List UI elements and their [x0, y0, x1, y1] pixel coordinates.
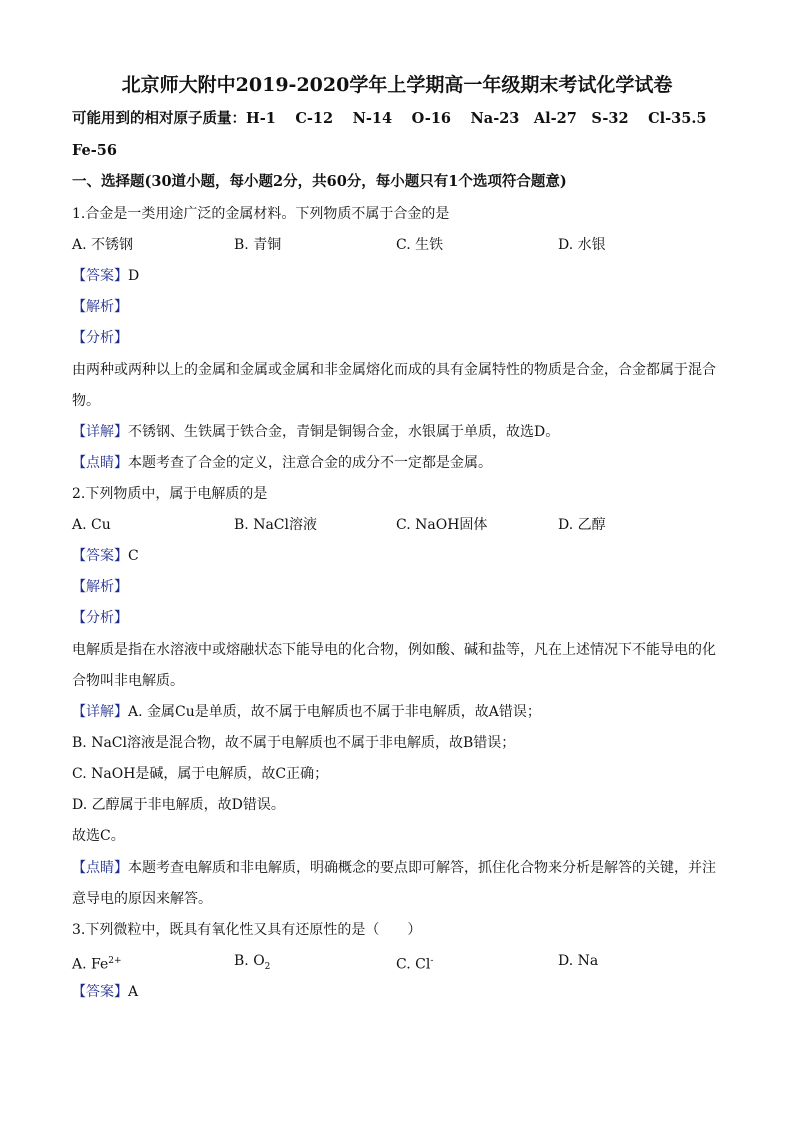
q2-detail-c: C. NaOH是碱，属于电解质，故C正确；	[72, 766, 329, 782]
detail-tag: 【详解】	[72, 424, 128, 440]
atomic-masses-line2: Fe-56	[72, 142, 117, 159]
answer-tag: 【答案】	[72, 268, 128, 284]
q1-option-c: C. 生铁	[396, 237, 444, 253]
q2-detail-a-text: A. 金属Cu是单质，故不属于电解质也不属于非电解质，故A错误；	[128, 704, 541, 720]
q3-answer-value: A	[128, 984, 139, 1000]
q1-option-b: B. 青铜	[234, 237, 282, 253]
q2-stem: 2.下列物质中，属于电解质的是	[72, 486, 268, 502]
q1-option-d: D. 水银	[558, 237, 606, 253]
page-title: 北京师大附中2019-2020学年上学期高一年级期末考试化学试卷	[121, 74, 673, 96]
q3-answer	[72, 983, 138, 1001]
q2-comment-line1	[72, 859, 716, 877]
q2-detail-b: B. NaCl溶液是混合物，故不属于电解质也不属于非电解质，故B错误；	[72, 735, 516, 751]
q2-option-d: D. 乙醇	[558, 517, 606, 533]
q2-option-a: A. Cu	[72, 517, 111, 533]
q2-fenxi-tag: 【分析】	[72, 610, 128, 626]
q2-detail-d: D. 乙醇属于非电解质，故D错误。	[72, 797, 285, 813]
q2-fenxi-line1: 电解质是指在水溶液中或熔融状态下能导电的化合物，例如酸、碱和盐等，凡在上述情况下不能导电的化	[72, 642, 716, 658]
q2-answer-value: C	[128, 548, 139, 564]
q1-analysis-tag: 【解析】	[72, 299, 128, 315]
q1-comment-text: 本题考查了合金的定义，注意合金的成分不一定都是金属。	[128, 455, 492, 471]
q1-detail	[72, 423, 559, 441]
q3-option-c-text: C. Cl	[396, 956, 431, 973]
q3-option-c	[396, 952, 433, 974]
q2-fenxi-line2: 合物叫非电解质。	[72, 673, 184, 689]
q2-comment-text: 本题考查电解质和非电解质，明确概念的要点即可解答，抓住化合物来分析是解答的关键，并注	[128, 860, 716, 876]
q1-comment	[72, 454, 492, 472]
q3-option-c-charge: -	[430, 956, 434, 966]
comment-tag: 【点睛】	[72, 455, 128, 471]
q1-fenxi-line1: 由两种或两种以上的金属和金属或金属和非金属熔化而成的具有金属特性的物质是合金，合金都属于混合	[72, 362, 716, 378]
q2-option-b: B. NaCl溶液	[234, 517, 317, 533]
q3-option-a	[72, 952, 122, 974]
atomic-masses-line1: 可能用到的相对原子质量：H-1 C-12 N-14 O-16 Na-23 Al-27 S-32 Cl-35.5	[72, 110, 707, 127]
answer-tag: 【答案】	[72, 548, 128, 564]
q3-option-b	[234, 952, 270, 976]
q2-conclusion: 故选C。	[72, 828, 125, 844]
detail-tag: 【详解】	[72, 704, 128, 720]
q1-fenxi-line2: 物。	[72, 393, 100, 409]
q1-detail-text: 不锈钢、生铁属于铁合金，青铜是铜锡合金，水银属于单质，故选D。	[128, 424, 560, 440]
q3-option-a-charge: 2+	[108, 956, 122, 966]
q2-answer	[72, 547, 139, 565]
q2-detail-a	[72, 703, 541, 721]
q2-option-c: C. NaOH固体	[396, 517, 488, 533]
q2-comment-line2: 意导电的原因来解答。	[72, 891, 212, 907]
q1-option-a: A. 不锈钢	[72, 237, 134, 253]
comment-tag: 【点睛】	[72, 860, 128, 876]
q1-answer	[72, 267, 139, 285]
q1-fenxi-tag: 【分析】	[72, 330, 128, 346]
q1-stem: 1.合金是一类用途广泛的金属材料。下列物质不属于合金的是	[72, 206, 450, 222]
q2-analysis-tag: 【解析】	[72, 579, 128, 595]
q3-stem: 3.下列微粒中，既具有氧化性又具有还原性的是（ ）	[72, 922, 422, 938]
answer-tag: 【答案】	[72, 984, 128, 1000]
q3-option-b-subscript: 2	[264, 961, 271, 972]
q3-option-a-text: A. Fe	[72, 956, 109, 973]
q1-answer-value: D	[128, 268, 140, 284]
q3-option-d: D. Na	[558, 953, 599, 969]
q3-option-b-text: B. O	[234, 953, 265, 969]
section-heading: 一、选择题(30道小题，每小题2分，共60分，每小题只有1个选项符合题意)	[72, 173, 567, 190]
